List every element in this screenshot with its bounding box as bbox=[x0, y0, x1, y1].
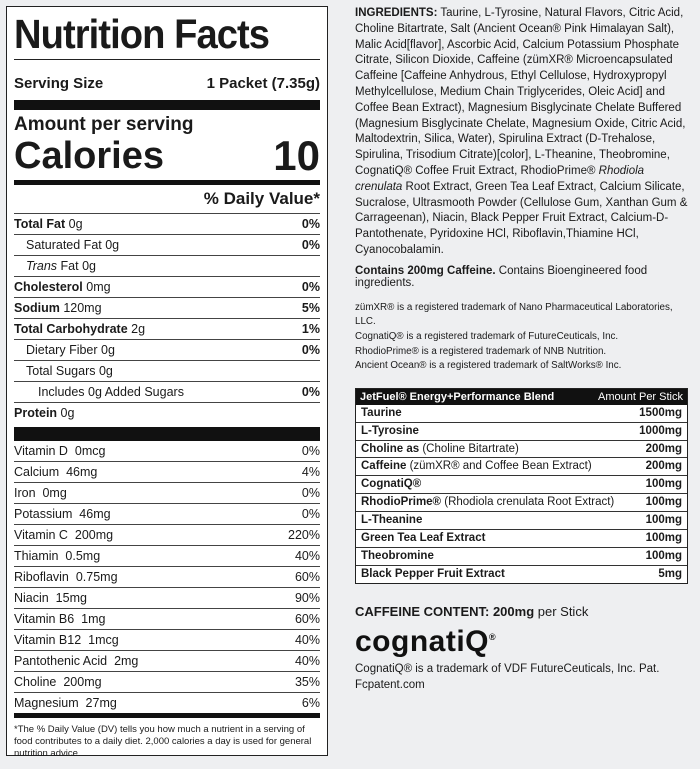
nutrient-label bbox=[14, 298, 102, 318]
vitamin-label: Vitamin C 200mg bbox=[14, 528, 114, 542]
blend-row bbox=[356, 511, 687, 529]
blend-amount: 100mg bbox=[645, 496, 682, 509]
nutrient-name: Includes 0g Added Sugars bbox=[38, 385, 184, 399]
blend-amount: 200mg bbox=[645, 460, 682, 473]
blend-ingredient-name: Green Tea Leaf Extract bbox=[361, 531, 486, 544]
vitamin-dv: 0% bbox=[301, 444, 320, 458]
blend-amount: 100mg bbox=[645, 514, 682, 527]
blend-row bbox=[356, 475, 687, 493]
blend-ingredient-name: Theobromine bbox=[361, 549, 434, 562]
nutrient-name-italic: Trans bbox=[26, 259, 58, 273]
blend-header bbox=[356, 389, 687, 405]
thick-divider-vitamins bbox=[14, 427, 320, 441]
nutrition-title: Nutrition Facts bbox=[14, 11, 270, 57]
blend-amount: 100mg bbox=[645, 531, 682, 544]
nutrient-amount: 0g bbox=[101, 343, 115, 357]
blend-ingredient bbox=[361, 405, 402, 422]
vitamin-label: Choline 200mg bbox=[14, 675, 102, 689]
nutrient-name: Fat bbox=[57, 259, 79, 273]
blend-ingredient bbox=[361, 548, 434, 565]
nutrient-amount: 0g bbox=[98, 364, 113, 378]
nutrient-label bbox=[14, 277, 111, 297]
blend-table bbox=[355, 388, 688, 584]
blend-row bbox=[356, 440, 687, 458]
nutrition-facts-panel bbox=[6, 6, 328, 759]
serving-label: Serving Size bbox=[14, 74, 104, 92]
blend-ingredient bbox=[361, 530, 485, 547]
blend-ingredient-detail: (zümXR® and Coffee Bean Extract) bbox=[406, 460, 592, 473]
vitamin-dv: 0% bbox=[301, 507, 320, 521]
calories-value: 10 bbox=[273, 132, 320, 179]
blend-row bbox=[356, 457, 687, 475]
nutrient-row bbox=[14, 402, 320, 423]
blend-ingredient bbox=[361, 494, 614, 511]
vitamin-row bbox=[14, 608, 320, 629]
blend-ingredient-name: CognatiQ® bbox=[361, 478, 422, 491]
calories-label: Calories bbox=[14, 135, 164, 177]
nutrient-amount: 120mg bbox=[63, 301, 102, 315]
vitamin-row bbox=[14, 650, 320, 671]
blend-ingredient-name: RhodioPrime® bbox=[361, 496, 442, 509]
nutrient-name: Sodium bbox=[14, 301, 60, 315]
nutrient-name: Total Carbohydrate bbox=[14, 322, 128, 336]
vitamin-label: Vitamin B6 1mg bbox=[14, 612, 106, 626]
blend-ingredient bbox=[361, 441, 519, 458]
blend-ingredient-name: Caffeine bbox=[361, 460, 407, 473]
vitamin-label: Magnesium 27mg bbox=[14, 696, 117, 710]
blend-row bbox=[356, 405, 687, 422]
nutrient-label bbox=[14, 361, 113, 381]
calories-row bbox=[14, 132, 320, 180]
caffeine-content-label: CAFFEINE CONTENT: 200mg bbox=[355, 603, 535, 619]
nutrient-label bbox=[14, 319, 145, 339]
blend-row bbox=[356, 565, 687, 583]
vitamin-row bbox=[14, 671, 320, 692]
blend-row bbox=[356, 529, 687, 547]
blend-ingredient-name: Black Pepper Fruit Extract bbox=[361, 567, 505, 580]
nutrient-label bbox=[14, 340, 115, 360]
vitamin-row bbox=[14, 461, 320, 482]
vitamin-row bbox=[14, 545, 320, 566]
caffeine-content-suffix: per Stick bbox=[534, 603, 589, 619]
nutrient-dv: 0% bbox=[301, 217, 320, 231]
nutrient-dv: 0% bbox=[301, 280, 320, 294]
blend-ingredient-name: Taurine bbox=[361, 406, 402, 419]
nutrient-amount: 0g bbox=[82, 259, 96, 273]
thick-divider bbox=[14, 100, 320, 110]
vitamin-label: Vitamin B12 1mcg bbox=[14, 633, 119, 647]
nutrient-name: Protein bbox=[14, 406, 58, 420]
nutrient-amount: 0mg bbox=[86, 280, 111, 294]
nutrient-label bbox=[14, 256, 96, 276]
vitamin-dv: 40% bbox=[294, 654, 320, 668]
nutrient-amount: 0g bbox=[105, 238, 120, 252]
caffeine-bold: Contains 200mg Caffeine. bbox=[355, 264, 496, 277]
blend-ingredient bbox=[361, 423, 419, 440]
nutrient-label bbox=[14, 235, 119, 255]
blend-amount: 100mg bbox=[645, 478, 682, 491]
amount-per-serving: Amount per serving bbox=[14, 114, 194, 135]
vitamin-label: Niacin 15mg bbox=[14, 591, 87, 605]
blend-ingredient-name: L-Theanine bbox=[361, 514, 423, 527]
nutrient-rows bbox=[14, 213, 320, 423]
nutrient-row bbox=[14, 297, 320, 318]
blend-row bbox=[356, 422, 687, 440]
blend-amount: 100mg bbox=[645, 549, 682, 562]
blend-ingredient-detail: (Choline Bitartrate) bbox=[419, 442, 519, 455]
daily-value-header: % Daily Value* bbox=[203, 189, 320, 208]
nutrient-label bbox=[14, 382, 184, 402]
ingredients-italic: Rhodiola crenulata bbox=[355, 164, 645, 193]
bioengineered-note: Contains Bioengineered food ingredients. bbox=[355, 264, 648, 289]
blend-ingredient bbox=[361, 458, 592, 475]
nutrient-row bbox=[14, 318, 320, 339]
vitamin-dv: 4% bbox=[301, 465, 320, 479]
blend-rows bbox=[356, 405, 687, 583]
nutrient-dv: 0% bbox=[301, 385, 320, 399]
trademark-notes bbox=[355, 301, 690, 374]
blend-amount: 1500mg bbox=[639, 406, 682, 419]
blend-ingredient-name: Choline as bbox=[361, 442, 420, 455]
cognatiq-logo bbox=[355, 625, 690, 659]
nutrient-amount: 0g bbox=[68, 217, 83, 231]
vitamin-dv: 35% bbox=[294, 675, 320, 689]
vitamin-label: Vitamin D 0mcg bbox=[14, 444, 106, 458]
blend-amount: 1000mg bbox=[639, 424, 682, 437]
vitamin-label: Pantothenic Acid 2mg bbox=[14, 654, 139, 668]
blend-amount: 5mg bbox=[658, 567, 682, 580]
nutrient-dv: 0% bbox=[301, 343, 320, 357]
nutrient-row bbox=[14, 276, 320, 297]
nutrient-name: Total Sugars bbox=[26, 364, 96, 378]
ingredients-label: INGREDIENTS: bbox=[355, 7, 438, 19]
blend-ingredient bbox=[361, 566, 505, 583]
blend-ingredient-detail: (Rhodiola crenulata Root Extract) bbox=[441, 496, 615, 509]
nutrient-dv: 0% bbox=[301, 238, 320, 252]
trademark-line: CognatiQ® is a registered trademark of FutureCeuticals, Inc. bbox=[355, 330, 619, 342]
vitamin-dv: 220% bbox=[288, 528, 320, 542]
daily-value-footnote: *The % Daily Value (DV) tells you how much a nutrient in a serving of food contributes to a daily diet. 2,000 calories a day is used for general nutrition advice. bbox=[14, 713, 320, 760]
vdf-note: CognatiQ® is a trademark of VDF FutureCeuticals, Inc. Pat. Fcpatent.com bbox=[355, 662, 660, 691]
nutrient-row bbox=[14, 339, 320, 360]
vitamin-dv: 6% bbox=[301, 696, 320, 710]
trademark-line: Ancient Ocean® is a registered trademark of SaltWorks® Inc. bbox=[355, 360, 622, 372]
vitamin-label: Calcium 46mg bbox=[14, 465, 98, 479]
vitamin-row bbox=[14, 587, 320, 608]
vitamin-rows bbox=[14, 441, 320, 713]
vitamin-row bbox=[14, 482, 320, 503]
vitamin-dv: 90% bbox=[294, 591, 320, 605]
nutrient-row bbox=[14, 255, 320, 276]
nutrient-label bbox=[14, 214, 83, 234]
logo-mark: ® bbox=[489, 631, 497, 642]
nutrient-name: Cholesterol bbox=[14, 280, 83, 294]
nutrient-row bbox=[14, 360, 320, 381]
vitamin-row bbox=[14, 629, 320, 650]
ingredients-body: Taurine, L-Tyrosine, Natural Flavors, Citric Acid, Choline Bitartrate, Salt (Ancient Ocean® Pink Himalayan Salt), Malic Acid[flavor], Ascorbic Acid, Calcium Potassium Phosphate Citrate, Silicon Dioxide, Caffeine (zümXR® Microencapsulated Caffeine [Caffeine Anhydrous, Ethyl Cellulose, Hydroxypropyl Methylcellulose, Medium Chain Triglycerides, Oleic Acid] and Coffee Bean Extract), Magnesium Bisglycinate Chelate Buffered (Magnesium Bisglycinate Chelate, Magnesium Oxide, Citric Acid, Maltodextrin, Silica, Water), Spirulina Extract (D-Trehalose, Spirulina, Trisodium Citrate)[color], L-Theanine, Theobromine, CognatiQ® Coffee Fruit Extract, RhodioPrime® bbox=[355, 7, 686, 177]
nutrient-name: Saturated Fat bbox=[26, 238, 102, 252]
logo-text: cognatiQ bbox=[355, 624, 490, 658]
caffeine-statement bbox=[355, 265, 690, 289]
blend-ingredient bbox=[361, 476, 421, 493]
vitamin-dv: 40% bbox=[294, 633, 320, 647]
vitamin-label: Riboflavin 0.75mg bbox=[14, 570, 118, 584]
nutrient-dv: 5% bbox=[301, 301, 320, 315]
ingredients-text bbox=[355, 6, 690, 259]
serving-size-row bbox=[14, 66, 320, 100]
trademark-line: RhodioPrime® is a registered trademark of NNB Nutrition. bbox=[355, 345, 607, 357]
vitamin-dv: 40% bbox=[294, 549, 320, 563]
vitamin-row bbox=[14, 566, 320, 587]
blend-amount-header: Amount Per Stick bbox=[598, 390, 683, 403]
nutrient-dv: 1% bbox=[301, 322, 320, 336]
serving-value: 1 Packet (7.35g) bbox=[206, 74, 320, 92]
blend-amount: 200mg bbox=[645, 442, 682, 455]
vitamin-dv: 0% bbox=[301, 486, 320, 500]
nutrient-name: Total Fat bbox=[14, 217, 66, 231]
trademark-line: zümXR® is a registered trademark of Nano Pharmaceutical Laboratories, LLC. bbox=[355, 301, 673, 328]
vitamin-label: Iron 0mg bbox=[14, 486, 67, 500]
blend-ingredient-name: L-Tyrosine bbox=[361, 424, 419, 437]
vitamin-label: Thiamin 0.5mg bbox=[14, 549, 101, 563]
nutrient-row bbox=[14, 213, 320, 234]
vitamin-row bbox=[14, 441, 320, 461]
vitamin-dv: 60% bbox=[294, 570, 320, 584]
nutrient-label bbox=[14, 403, 74, 423]
nutrient-amount: 2g bbox=[131, 322, 146, 336]
right-column bbox=[355, 6, 690, 693]
nutrient-amount: 0g bbox=[60, 406, 75, 420]
blend-row bbox=[356, 547, 687, 565]
vitamin-row bbox=[14, 692, 320, 713]
ingredients-body-2: Root Extract, Green Tea Leaf Extract, Calcium Silicate, Sucralose, Ultrasmooth Powder (Cellulose Gum, Xanthan Gum & Carrageenan), Niacin, Black Pepper Fruit Extract, Calcium-D-Pantothenate, Pyridoxine HCl, Riboflavin,Thiamine HCl, Cyanocobalamin. bbox=[355, 180, 688, 256]
vitamin-row bbox=[14, 524, 320, 545]
vitamin-label: Potassium 46mg bbox=[14, 507, 111, 521]
blend-row bbox=[356, 493, 687, 511]
nutrient-row bbox=[14, 381, 320, 402]
blend-title: JetFuel® Energy+Performance Blend bbox=[360, 390, 555, 403]
vitamin-row bbox=[14, 503, 320, 524]
caffeine-content bbox=[355, 604, 690, 619]
blend-ingredient bbox=[361, 512, 422, 529]
nutrient-name: Dietary Fiber bbox=[26, 343, 98, 357]
nutrient-row bbox=[14, 234, 320, 255]
vitamin-dv: 60% bbox=[294, 612, 320, 626]
